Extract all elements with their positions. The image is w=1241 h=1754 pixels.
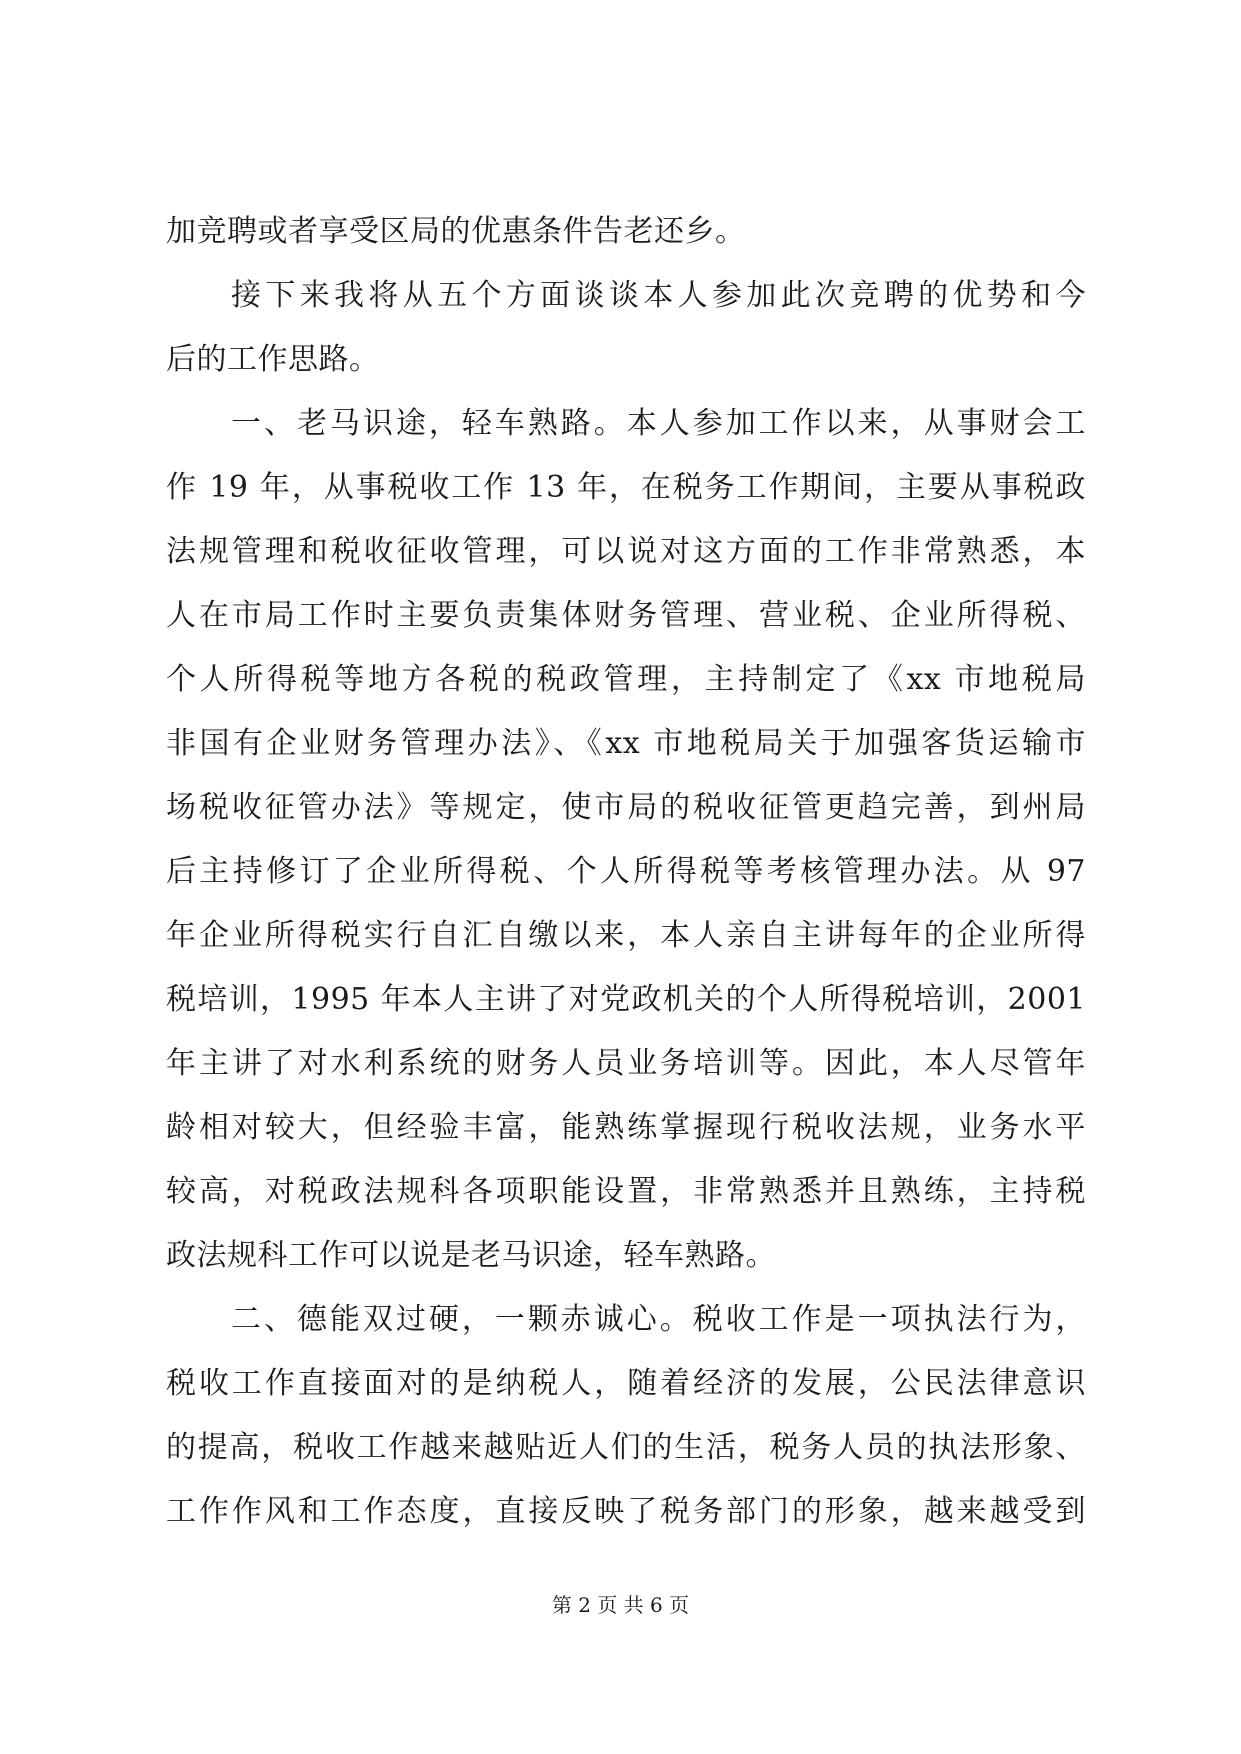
text-line: 人在市局工作时主要负责集体财务管理、营业税、企业所得税、 (166, 598, 1086, 633)
text-line: 税培训，1995 年本人主讲了对党政机关的个人所得税培训，2001 (166, 982, 1086, 1017)
text-line: 后主持修订了企业所得税、个人所得税等考核管理办法。从 97 (166, 854, 1086, 889)
text-line: 较高，对税政法规科各项职能设置，非常熟悉并且熟练，主持税 (166, 1174, 1086, 1209)
text-line: 龄相对较大，但经验丰富，能熟练掌握现行税收法规，业务水平 (166, 1110, 1086, 1145)
text-line: 法规管理和税收征收管理，可以说对这方面的工作非常熟悉，本 (166, 534, 1086, 569)
text-line: 后的工作思路。 (166, 342, 380, 377)
text-line: 场税收征管办法》等规定，使市局的税收征管更趋完善，到州局 (166, 790, 1086, 825)
text-line: 年主讲了对水利系统的财务人员业务培训等。因此，本人尽管年 (166, 1046, 1086, 1081)
text-line: 一、老马识途，轻车熟路。本人参加工作以来，从事财会工 (231, 406, 1086, 441)
text-line: 的提高，税收工作越来越贴近人们的生活，税务人员的执法形象、 (166, 1430, 1086, 1465)
text-line: 工作作风和工作态度，直接反映了税务部门的形象，越来越受到 (166, 1494, 1086, 1529)
text-line: 年企业所得税实行自汇自缴以来，本人亲自主讲每年的企业所得 (166, 918, 1086, 953)
text-line: 个人所得税等地方各税的税政管理，主持制定了《xx 市地税局 (166, 662, 1086, 697)
text-line: 税收工作直接面对的是纳税人，随着经济的发展，公民法律意识 (166, 1366, 1086, 1401)
text-line: 作 19 年，从事税收工作 13 年，在税务工作期间，主要从事税政 (166, 470, 1086, 505)
page-number-label: 第 2 页 共 6 页 (551, 1593, 690, 1617)
text-line: 接下来我将从五个方面谈谈本人参加此次竞聘的优势和今 (231, 278, 1086, 313)
text-line: 二、德能双过硬，一颗赤诚心。税收工作是一项执法行为， (231, 1302, 1086, 1337)
text-line: 加竞聘或者享受区局的优惠条件告老还乡。 (166, 214, 746, 249)
page-footer (0, 1590, 1241, 1620)
text-line: 政法规科工作可以说是老马识途，轻车熟路。 (166, 1238, 776, 1273)
text-line: 非国有企业财务管理办法》、《xx 市地税局关于加强客货运输市 (166, 726, 1086, 761)
document-body (166, 200, 1086, 1544)
